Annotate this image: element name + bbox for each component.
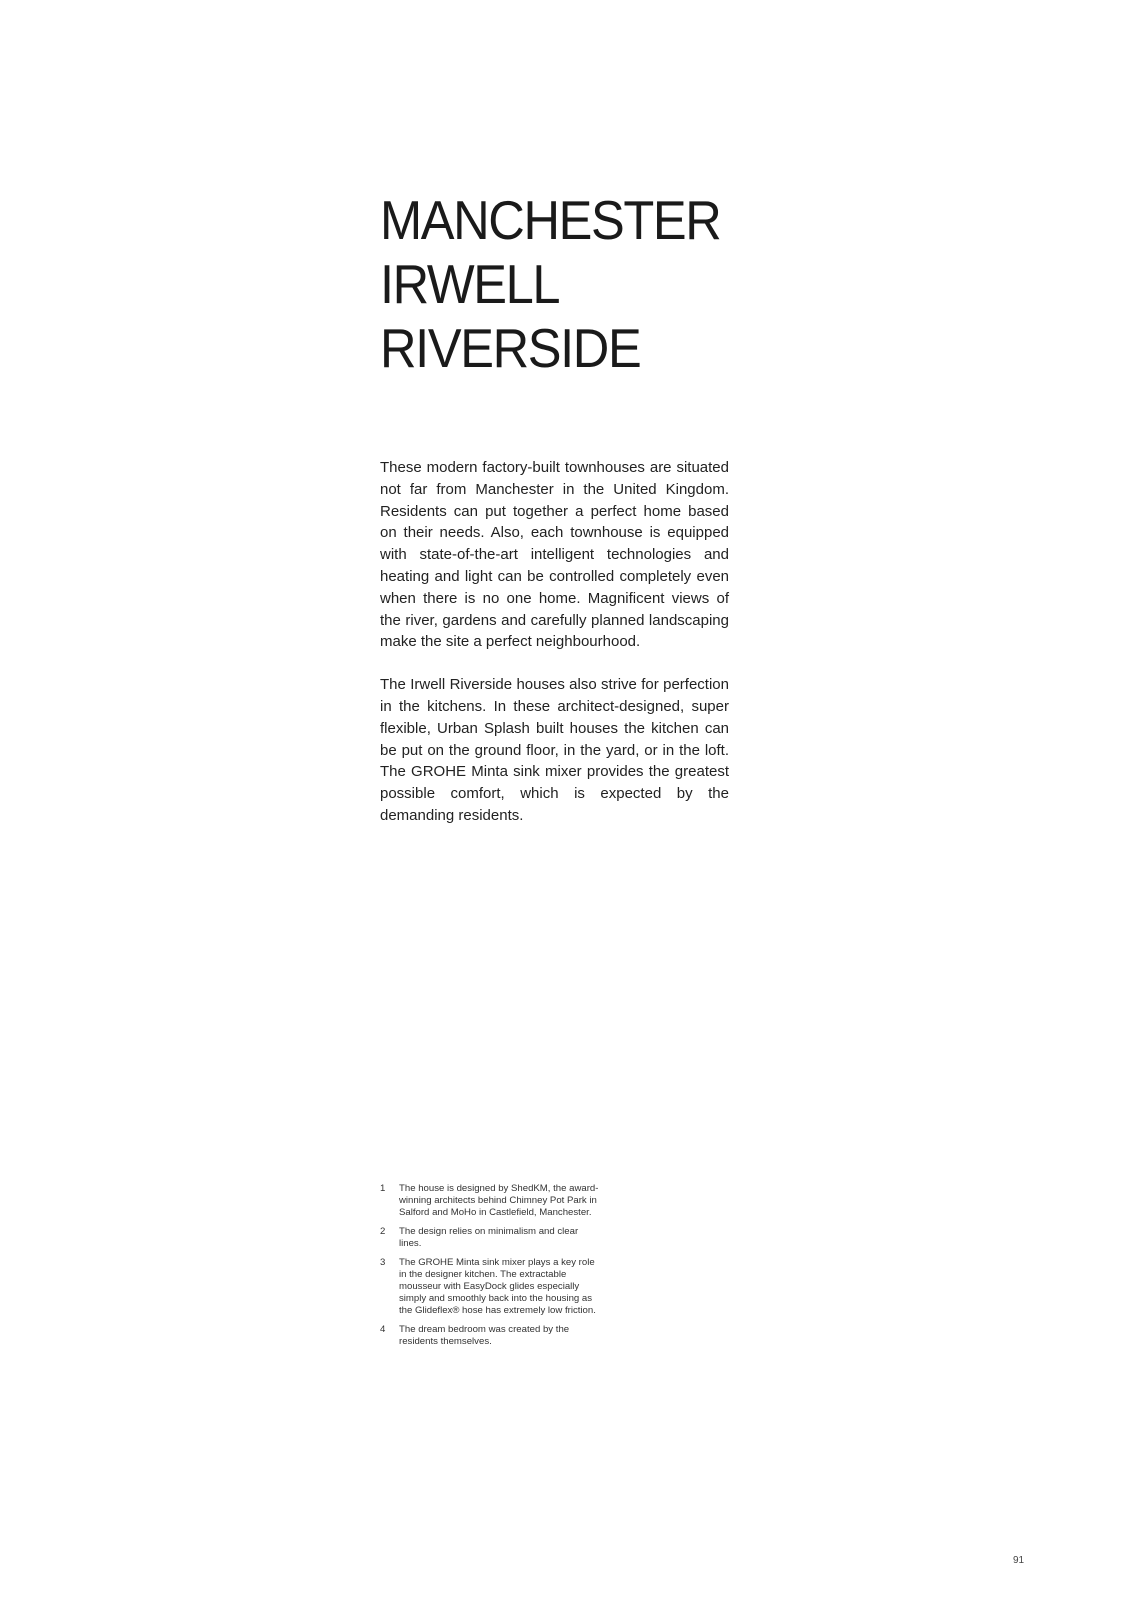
- caption-text: The house is designed by ShedKM, the award-winning architects behind Chimney Pot Park in Salford and MoHo in Castlefield, Manchester.: [399, 1183, 599, 1218]
- body-paragraph-2: The Irwell Riverside houses also strive for perfection in the kitchens. In these architect-designed, super flexible, Urban Splash built houses the kitchen can be put on the ground floor, in the yard, or in the loft. The GROHE Minta sink mixer provides the greatest possible comfort, which is expected by the demanding residents.: [380, 676, 729, 824]
- body-paragraph-1: These modern factory-built townhouses are situated not far from Manchester in the United Kingdom. Residents can put together a perfect home based on their needs. Also, each townhouse is equipped with state-of-the-art intelligent technologies and heating and light can be controlled completely even when there is no one home. Magnificent views of the river, gardens and carefully planned landscaping make the site a perfect neighbourhood.: [380, 459, 729, 651]
- caption-item: [380, 1226, 600, 1250]
- image-captions: [380, 1183, 600, 1355]
- body-text: [380, 457, 729, 848]
- title-line-1: MANCHESTER: [380, 189, 721, 251]
- caption-text: The GROHE Minta sink mixer plays a key role in the designer kitchen. The extractable mousseur with EasyDock glides especially simply and smoothly back into the housing as the Glideflex® hose has extremely low friction.: [399, 1257, 596, 1316]
- caption-text: The dream bedroom was created by the residents themselves.: [399, 1324, 570, 1347]
- caption-item: [380, 1183, 600, 1219]
- caption-item: [380, 1324, 600, 1348]
- caption-number: 3: [380, 1257, 386, 1268]
- page-number: 91: [1013, 1555, 1025, 1566]
- caption-number: 1: [380, 1183, 386, 1194]
- title-line-2: IRWELL: [380, 253, 560, 315]
- page-title: [380, 188, 720, 380]
- title-line-3: RIVERSIDE: [380, 317, 641, 379]
- caption-text: The design relies on minimalism and clear lines.: [399, 1226, 579, 1249]
- caption-item: [380, 1257, 600, 1317]
- caption-number: 4: [380, 1324, 386, 1335]
- caption-number: 2: [380, 1226, 386, 1237]
